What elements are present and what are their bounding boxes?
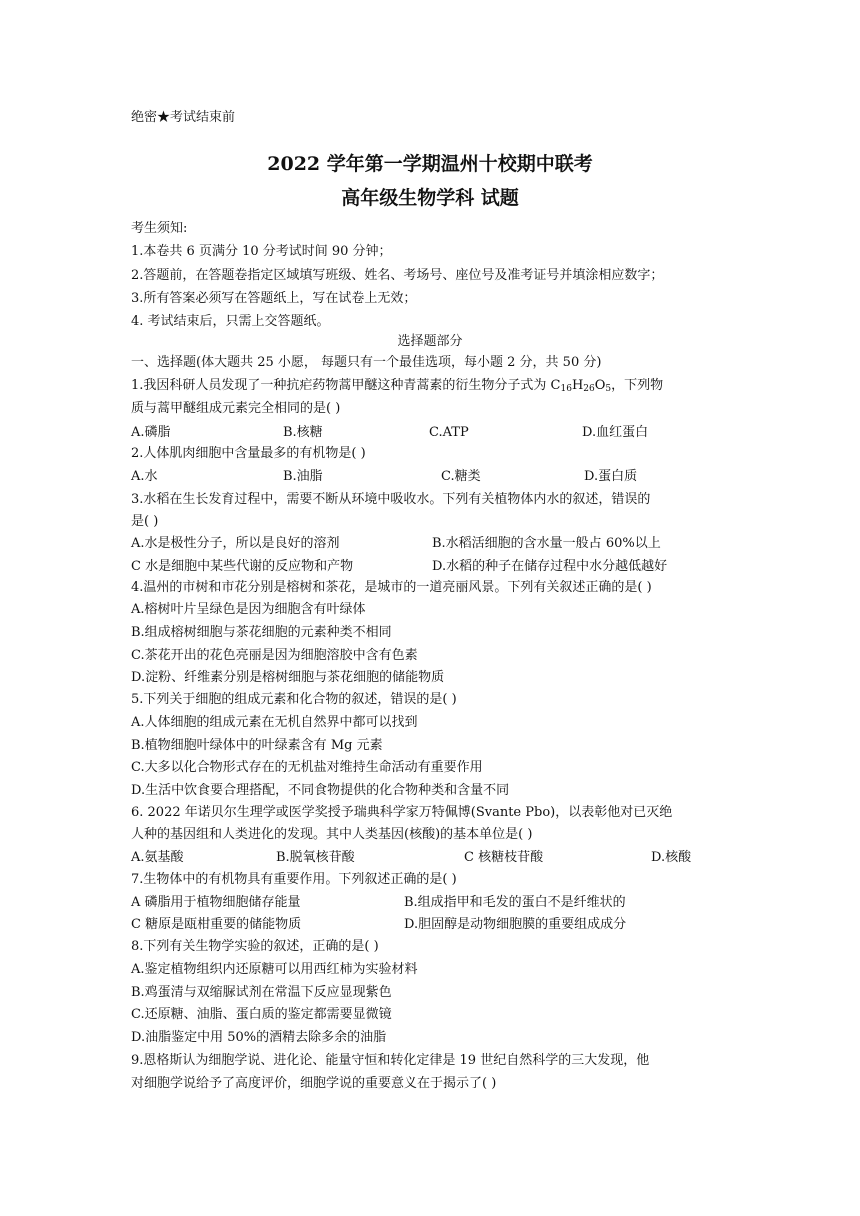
- question-8-option: B.鸡蛋清与双缩脲试剂在常温下反应显现紫色: [131, 985, 392, 1000]
- notice-item: 2.答题前，在答题卷指定区域填写班级、姓名、考场号、座位号及准考证号并填涂相应数字；: [131, 268, 664, 283]
- question-8-option: D.油脂鉴定中用 50%的酒精去除多余的油脂: [131, 1030, 387, 1045]
- question-4-option: A.榕树叶片呈绿色是因为细胞含有叶绿体: [131, 602, 366, 617]
- question-1-stem: 1.我因科研人员发现了一种抗疟药物蒿甲醚这种青蒿素的衍生物分子式为 $C_{16}H_{26}O_5$，下列物: [131, 378, 664, 394]
- question-1-option: C.ATP: [429, 425, 469, 440]
- question-3-stem: 3.水稻在生长发育过程中，需要不断从环境中吸收水。下列有关植物体内水的叙述，错误的: [131, 492, 651, 507]
- question-8-option: A.鉴定植物组织内还原糖可以用西红柿为实验材料: [131, 962, 418, 977]
- question-7-option: B.组成指甲和毛发的蛋白不是纤维状的: [404, 895, 626, 910]
- question-4-option: C.茶花开出的花色亮丽是因为细胞溶胶中含有色素: [131, 648, 418, 663]
- question-3-option: D.水稻的种子在储存过程中水分越低越好: [432, 559, 668, 574]
- question-7-option: A 磷脂用于植物细胞储存能量: [131, 895, 301, 910]
- notice-item: 4. 考试结束后，只需上交答题纸。: [131, 314, 330, 329]
- question-7-stem: 7.生物体中的有机物具有重要作用。下列叙述正确的是( ): [131, 872, 457, 887]
- question-8-stem: 8.下列有关生物学实验的叙述，正确的是( ): [131, 939, 379, 954]
- notice-heading: 考生须知:: [131, 221, 188, 236]
- question-3-stem-cont: 是( ): [131, 514, 159, 529]
- question-1-option: B.核糖: [283, 425, 323, 440]
- question-9-stem-cont: 对细胞学说给予了高度评价，细胞学说的重要意义在于揭示了( ): [131, 1076, 497, 1091]
- question-2-option: B.油脂: [283, 469, 323, 484]
- exam-subtitle: 高年级生物学科 试题: [341, 187, 519, 209]
- question-3-option: B.水稻活细胞的含水量一般占 60%以上: [432, 536, 661, 551]
- notice-item: 3.所有答案必须写在答题纸上，写在试卷上无效；: [131, 291, 417, 306]
- question-2-option: C.糖类: [441, 469, 481, 484]
- section-instructions: 一、选择题(体大题共 25 小愿， 每题只有一个最佳选项，每小题 2 分，共 50 分): [131, 355, 602, 370]
- question-1-stem-cont: 质与蒿甲醚组成元素完全相同的是( ): [131, 401, 341, 416]
- question-6-option: A.氨基酸: [131, 850, 184, 865]
- question-1-option: A.磷脂: [131, 425, 171, 440]
- question-4-option: B.组成榕树细胞与茶花细胞的元素种类不相同: [131, 625, 392, 640]
- question-6-option: C 核糖枝苷酸: [464, 850, 544, 865]
- question-3-option: C 水是细胞中某些代谢的反应物和产物: [131, 559, 354, 574]
- question-2-option: A.水: [131, 469, 158, 484]
- question-5-option: C.大多以化合物形式存在的无机盐对维持生命活动有重要作用: [131, 760, 483, 775]
- question-3-option: A.水是极性分子，所以是良好的溶剂: [131, 536, 340, 551]
- exam-title: 2022 学年第一学期温州十校期中联考: [267, 153, 593, 175]
- question-6-stem: 6. 2022 年诺贝尔生理学或医学奖授予瑞典科学家万特佩博(Svante Pbo)，以表彰他对已灭绝: [131, 805, 673, 820]
- question-2-stem: 2.人体肌肉细胞中含量最多的有机物是( ): [131, 446, 366, 461]
- question-8-option: C.还原糖、油脂、蛋白质的鉴定都需要显微镜: [131, 1007, 392, 1022]
- question-5-option: B.植物细胞叶绿体中的叶绿素含有 Mg 元素: [131, 738, 383, 753]
- question-6-stem-cont: 人种的基因组和人类进化的发现。其中人类基因(核酸)的基本单位是( ): [131, 827, 533, 842]
- question-6-option: D.核酸: [651, 850, 692, 865]
- section-title: 选择题部分: [397, 334, 463, 349]
- question-4-option: D.淀粉、纤维素分别是榕树细胞与茶花细胞的储能物质: [131, 670, 445, 685]
- question-7-option: D.胆固醇是动物细胞膜的重要组成成分: [404, 917, 627, 932]
- question-5-stem: 5.下列关于细胞的组成元素和化合物的叙述，错误的是( ): [131, 692, 457, 707]
- question-5-option: D.生活中饮食要合理搭配，不同食物提供的化合物种类和含量不同: [131, 783, 510, 798]
- question-2-option: D.蛋白质: [584, 469, 638, 484]
- question-1-option: D.血红蛋白: [582, 425, 649, 440]
- question-7-option: C 糖原是瓯柑重要的储能物质: [131, 917, 302, 932]
- question-9-stem: 9.恩格斯认为细胞学说、进化论、能量守恒和转化定律是 19 世纪自然科学的三大发现，他: [131, 1053, 650, 1068]
- notice-item: 1.本卷共 6 页满分 10 分考试时间 90 分钟；: [131, 244, 392, 259]
- question-4-stem: 4.温州的市树和市花分别是榕树和茶花，是城市的一道亮丽风景。下列有关叙述正确的是( ): [131, 580, 652, 595]
- question-6-option: B.脱氧核苷酸: [276, 850, 355, 865]
- confidential-label: 绝密★考试结束前: [131, 110, 236, 125]
- question-5-option: A.人体细胞的组成元素在无机自然界中都可以找到: [131, 715, 418, 730]
